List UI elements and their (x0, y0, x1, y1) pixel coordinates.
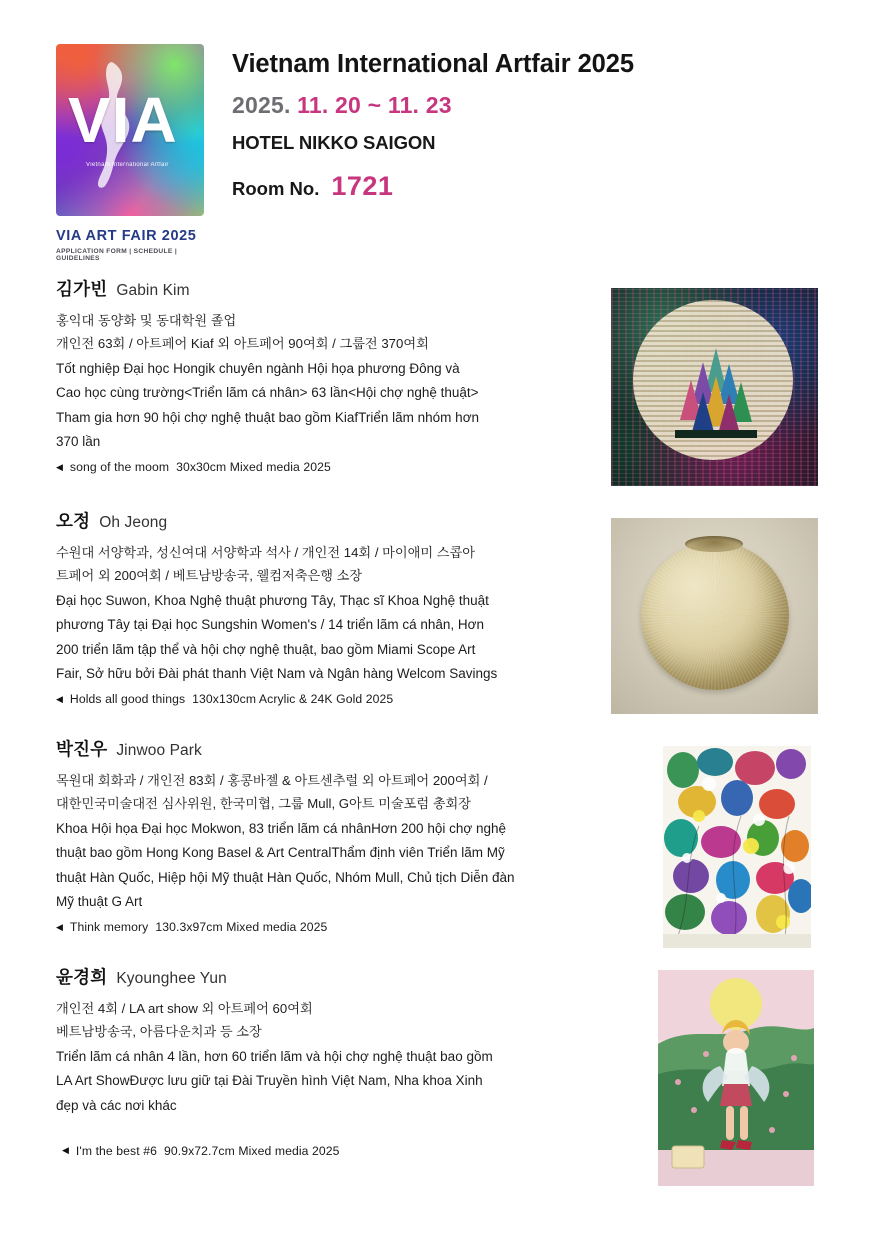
page-title: Vietnam International Artfair 2025 (232, 50, 634, 78)
artwork-meta: 130x130cm Acrylic & 24K Gold 2025 (192, 692, 394, 707)
bio-line: Tốt nghiệp Đại học Hongik chuyên ngành Hội họa phương Đông và (56, 360, 460, 376)
artwork-meta: 130.3x97cm Mixed media 2025 (155, 920, 328, 935)
artwork-meta: 30x30cm Mixed media 2025 (176, 460, 331, 475)
bio-line: Triển lãm cá nhân 4 lần, hơn 60 triển lãm và hội chợ nghệ thuật bao gồm (56, 1048, 493, 1064)
artwork-meta: 90.9x72.7cm Mixed media 2025 (163, 1143, 340, 1158)
fair-dates (232, 92, 634, 119)
artist-entry (0, 276, 874, 508)
bio-line: Tham gia hơn 90 hội chợ nghệ thuật bao gồm KiafTriển lãm nhóm hơn (56, 409, 480, 425)
artwork-title: I'm the best #6 (75, 1143, 157, 1158)
artist-bio-vn (56, 817, 556, 914)
bio-line: 트페어 외 200여회 / 베트남방송국, 웰컴저축은행 소장 (56, 567, 363, 583)
via-logo-subtext: Vietnam International Artfair (86, 162, 169, 168)
bio-line: LA Art ShowĐược lưu giữ tại Đài Truyền hình Việt Nam, Nha khoa Xinh (56, 1073, 483, 1089)
artwork-title: song of the moom (69, 460, 170, 475)
artwork-caption (56, 692, 556, 706)
artist-bio-vn (56, 1045, 556, 1118)
artist-entry (0, 736, 874, 964)
bio-line: 개인전 4회 / LA art show 외 아트페어 60여회 (56, 1001, 313, 1016)
bio-line: 대한민국미술대전 심사위원, 한국미협, 그룹 Mull, G아트 미술포럼 총회장 (56, 795, 472, 811)
bio-line: Khoa Hội họa Đại học Mokwon, 83 triển lãm cá nhânHơn 200 hội chợ nghệ (56, 820, 506, 836)
bio-line: đẹp và các nơi khác (56, 1097, 177, 1113)
left-triangle-icon: ◀ (56, 693, 63, 704)
bio-line: Mỹ thuật G Art (56, 893, 143, 909)
artwork-caption (56, 920, 556, 934)
bio-line: Cao học cùng trường<Triển lãm cá nhân> 63 lần<Hội chợ nghệ thuật> (56, 385, 479, 401)
bio-line: 개인전 63회 / 아트페어 Kiaf 외 아트페어 90여회 / 그룹전 370여회 (56, 335, 429, 351)
artist-name-kr: 오정 (56, 511, 91, 531)
artist-bio-kr (56, 542, 556, 588)
artist-name-en: Oh Jeong (99, 514, 168, 531)
artist-name-en: Jinwoo Park (116, 742, 202, 759)
bio-line: thuật bao gồm Hong Kong Basel & Art CentralThẩm định viên Triển lãm Mỹ (56, 845, 505, 861)
artwork-caption (62, 1144, 556, 1158)
artist-name-en: Gabin Kim (116, 282, 190, 299)
bio-line: 베트남방송국, 아름다운치과 등 소장 (56, 1023, 262, 1039)
via-logo-block (56, 44, 204, 262)
bio-line: Đại học Suwon, Khoa Nghệ thuật phương Tây, Thạc sĩ Khoa Nghệ thuật (56, 592, 489, 608)
room-row (232, 171, 634, 202)
room-label: Room No. (232, 178, 320, 199)
bio-line: 목원대 회화과 / 개인전 83회 / 홍콩바젤 & 아트센추럴 외 아트페어 200여회 / (56, 773, 488, 788)
artwork-title: Think memory (69, 920, 149, 935)
artwork-thumbnail (663, 746, 811, 948)
mountain-shapes-icon (675, 346, 757, 438)
via-wordmark: VIA (68, 84, 178, 156)
bio-line: 200 triển lãm tập thể và hội chợ nghệ thuật, bao gồm Miami Scope Art (56, 641, 476, 657)
via-logo-caption: VIA ART FAIR 2025 (56, 228, 197, 244)
artist-name-kr: 윤경희 (56, 967, 108, 987)
bio-line: 홍익대 동양화 및 동대학원 졸업 (56, 313, 237, 328)
left-triangle-icon: ◀ (62, 1145, 69, 1156)
artist-bio-kr (56, 310, 556, 356)
flower-field-icon (663, 746, 811, 948)
artwork-title: Holds all good things (69, 692, 186, 707)
bio-line: 370 lần (56, 433, 101, 449)
artist-name-en: Kyounghee Yun (116, 970, 227, 987)
artist-name-row (56, 964, 556, 989)
bio-line: Fair, Sở hữu bởi Đài phát thanh Việt Nam và Ngân hàng Welcom Savings (56, 665, 498, 681)
artist-name-kr: 김가빈 (56, 279, 108, 299)
artist-bio-kr (56, 998, 556, 1044)
artwork-caption (56, 460, 556, 474)
artist-name-row (56, 736, 556, 761)
document-header (0, 0, 874, 270)
bio-line: 수원대 서양학과, 성신여대 서양학과 석사 / 개인전 14회 / 마이애미 스콥아 (56, 545, 475, 560)
artist-bio-kr (56, 770, 556, 816)
artist-bio-vn (56, 357, 556, 454)
artwork-thumbnail (611, 288, 818, 486)
bio-line: phương Tây tại Đại học Sungshin Women's / 14 triển lãm cá nhân, Hơn (56, 617, 485, 633)
fair-dates-year: 2025. (232, 92, 291, 118)
artwork-thumbnail (611, 518, 818, 714)
left-triangle-icon: ◀ (56, 461, 63, 472)
artist-name-kr: 박진우 (56, 739, 108, 759)
artist-entry (0, 964, 874, 1204)
bio-line: thuật Hàn Quốc, Hiệp hội Mỹ thuật Hàn Quốc, Nhóm Mull, Chủ tịch Diễn đàn (56, 869, 515, 885)
fair-venue: HOTEL NIKKO SAIGON (232, 132, 436, 153)
via-logo-tile (56, 44, 204, 216)
via-logo-subcaption: APPLICATION FORM | SCHEDULE | GUIDELINES (56, 248, 178, 262)
room-number: 1721 (331, 171, 394, 201)
figure-landscape-icon (658, 970, 814, 1186)
artist-entries (0, 276, 874, 1204)
fair-dates-range: 11. 20 ~ 11. 23 (297, 92, 452, 118)
left-triangle-icon: ◀ (56, 921, 63, 932)
artwork-thumbnail (658, 970, 814, 1186)
artist-bio-vn (56, 589, 556, 686)
artist-entry (0, 508, 874, 736)
header-text-block (232, 50, 634, 202)
artist-name-row (56, 276, 556, 301)
artist-name-row (56, 508, 556, 533)
